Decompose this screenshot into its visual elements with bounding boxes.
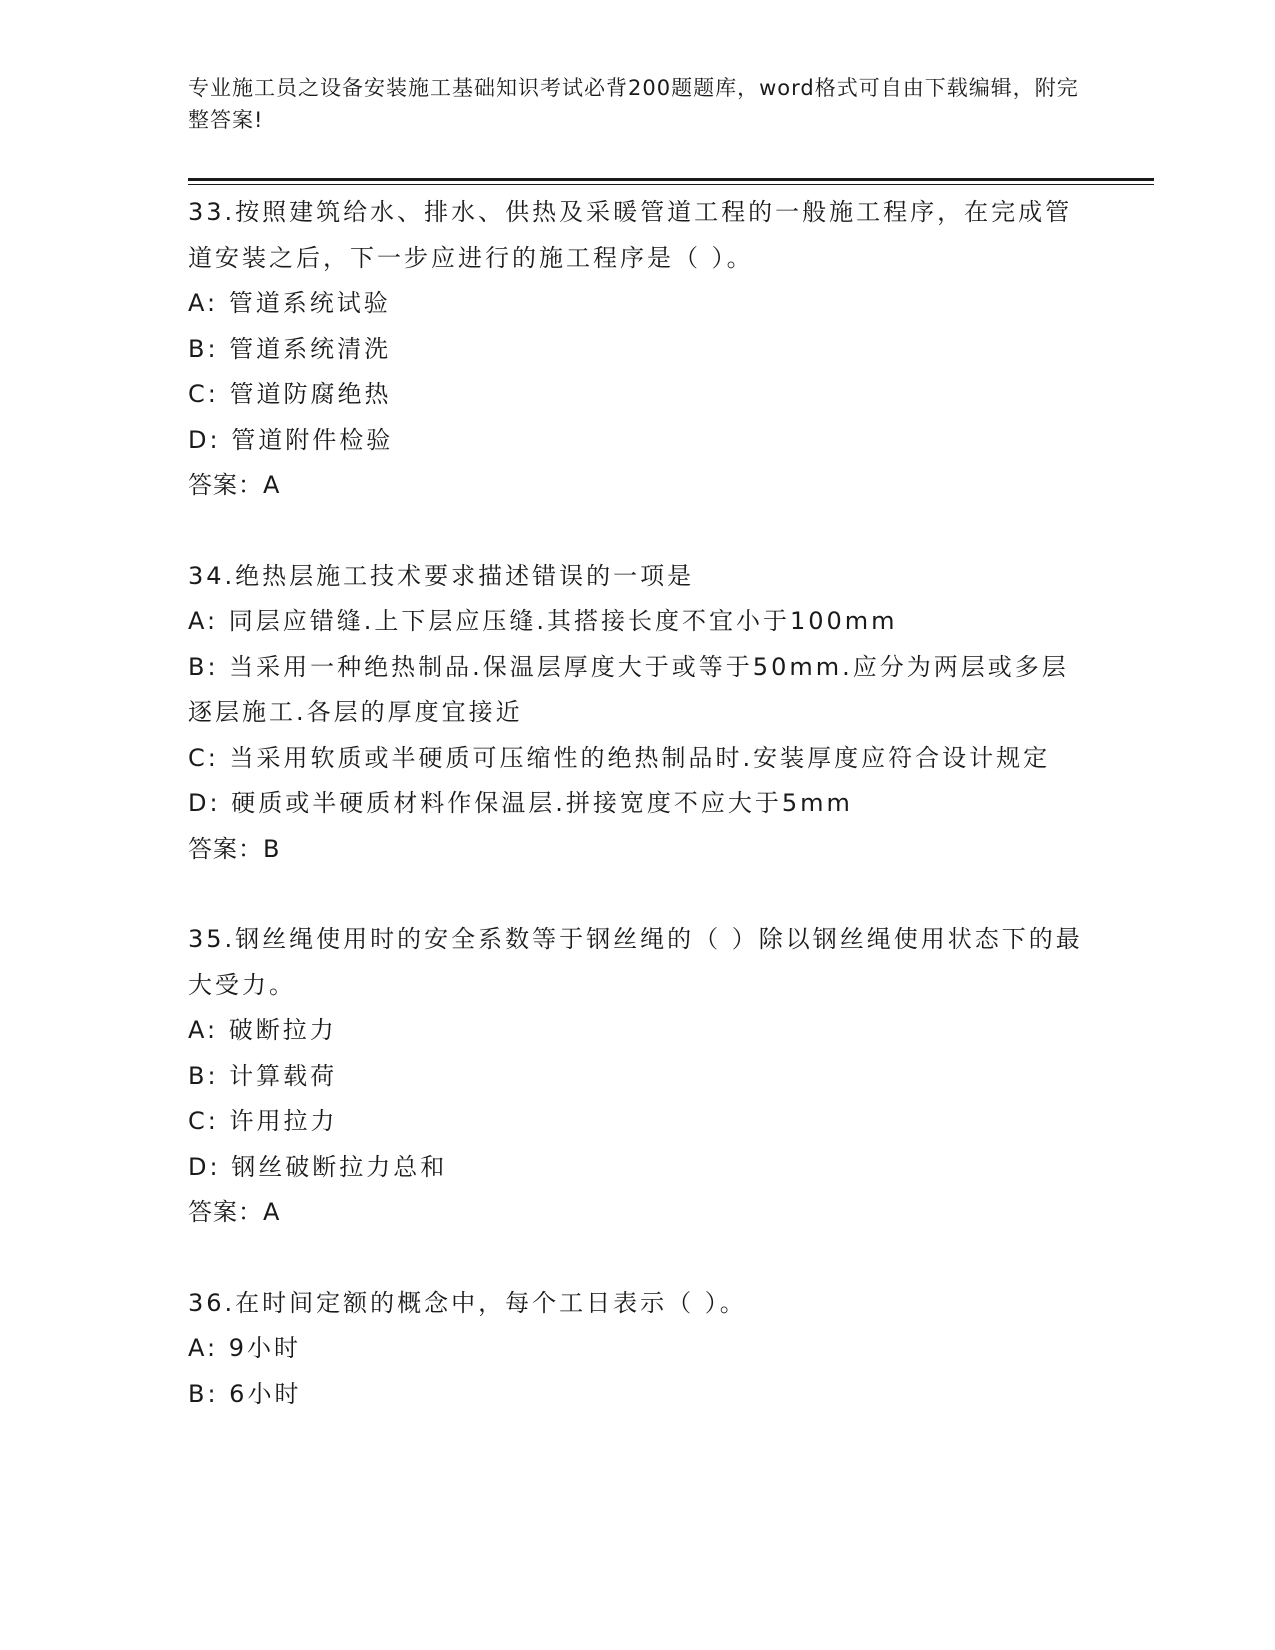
question-33 — [188, 190, 1088, 509]
question-34 — [188, 554, 1088, 873]
header-rule-thin — [188, 184, 1154, 185]
option-d: D: 管道附件检验 — [188, 425, 394, 454]
option-b: B: 当采用一种绝热制品.保温层厚度大于或等于50mm.应分为两层或多层逐层施工.各层的厚度宜接近 — [188, 652, 1069, 726]
option-b: B: 6小时 — [188, 1379, 302, 1408]
question-36 — [188, 1281, 1088, 1418]
option-b: B: 计算载荷 — [188, 1061, 338, 1090]
question-text: 33.按照建筑给水、排水、供热及采暖管道工程的一般施工程序，在完成管道安装之后，下一步应进行的施工程序是（ ）。 — [188, 198, 1073, 272]
option-c: C: 许用拉力 — [188, 1107, 338, 1135]
option-a: A: 破断拉力 — [188, 1016, 337, 1044]
answer: 答案：B — [188, 834, 281, 863]
question-text: 34.绝热层施工技术要求描述错误的一项是 — [188, 561, 695, 590]
answer: 答案：A — [188, 471, 281, 499]
question-text: 36.在时间定额的概念中，每个工日表示（ ）。 — [188, 1288, 747, 1317]
option-d: D: 钢丝破断拉力总和 — [188, 1152, 448, 1181]
option-c: C: 管道防腐绝热 — [188, 380, 392, 408]
answer: 答案：A — [188, 1198, 281, 1226]
option-b: B: 管道系统清洗 — [188, 334, 392, 363]
option-a: A: 管道系统试验 — [188, 289, 391, 317]
option-d: D: 硬质或半硬质材料作保温层.拼接宽度不应大于5mm — [188, 789, 853, 817]
question-list — [188, 190, 1088, 1417]
header-rule-thick — [188, 178, 1154, 181]
option-a: A: 9小时 — [188, 1334, 301, 1362]
document-header: 专业施工员之设备安装施工基础知识考试必背200题题库，word格式可自由下载编辑，附完整答案! — [188, 76, 1079, 132]
option-a: A: 同层应错缝.上下层应压缝.其搭接长度不宜小于100mm — [188, 607, 898, 635]
option-c: C: 当采用软质或半硬质可压缩性的绝热制品时.安装厚度应符合设计规定 — [188, 743, 1051, 772]
question-35 — [188, 917, 1088, 1236]
question-text: 35.钢丝绳使用时的安全系数等于钢丝绳的（ ）除以钢丝绳使用状态下的最大受力。 — [188, 925, 1083, 999]
